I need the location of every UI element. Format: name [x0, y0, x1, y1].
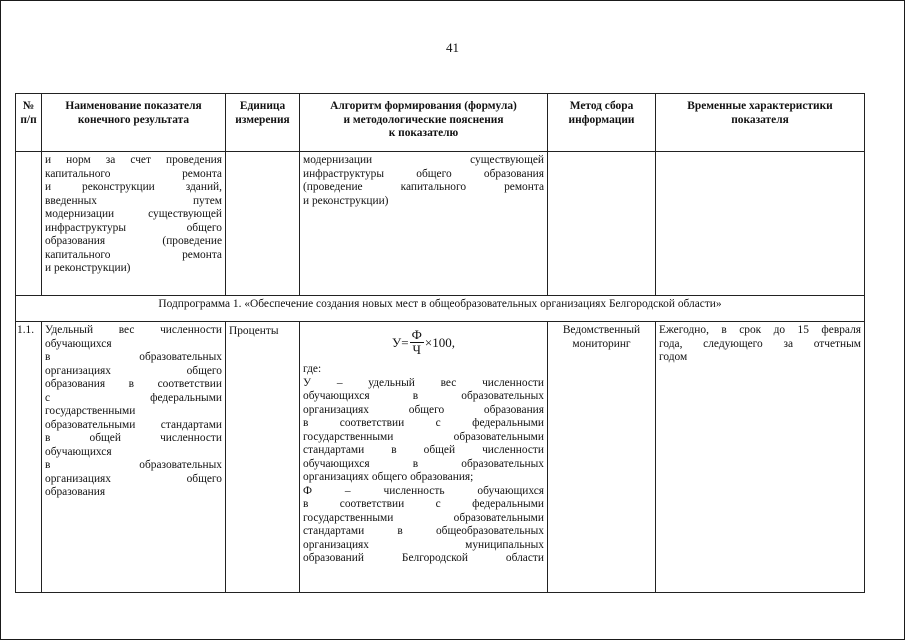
text-line: Ежегодно, в срок до 15 февраля	[659, 324, 861, 336]
text-line: введенных путем	[45, 194, 222, 207]
formula	[303, 328, 544, 357]
cell-algorithm	[300, 152, 548, 296]
table-row-continuation	[16, 152, 865, 296]
text-line: образовательными стандартами	[45, 418, 222, 431]
text-line: и реконструкции)	[303, 194, 389, 207]
header-line: измерения	[235, 113, 290, 126]
formula-rhs: ×100,	[424, 334, 455, 350]
header-line: показателя	[731, 113, 789, 126]
text-line: модернизации существующей	[45, 208, 222, 220]
header-method	[548, 94, 656, 152]
header-algorithm	[300, 94, 548, 152]
cell-method	[548, 152, 656, 296]
text-line: и норм за счет проведения	[45, 154, 222, 166]
cell-number: 1.1.	[16, 322, 42, 593]
page-number: 41	[446, 40, 459, 55]
text-line: капитального ремонта	[45, 167, 222, 180]
text-line: в образовательных	[45, 351, 222, 363]
text-line: обучающихся в образовательных	[303, 390, 544, 402]
cell-indicator-name	[42, 322, 226, 593]
cell-algorithm	[300, 322, 548, 593]
text-line: модернизации существующей	[303, 154, 544, 166]
header-number-line: п/п	[20, 113, 37, 126]
cell-timing	[656, 152, 865, 296]
text-line: с федеральными	[45, 391, 222, 404]
cell-method	[548, 322, 656, 593]
text-line: организациях общего образования	[303, 403, 544, 416]
formula-denominator: Ч	[412, 342, 421, 357]
cell-unit: Проценты	[226, 322, 300, 593]
cell-timing	[656, 322, 865, 593]
text-line: У – удельный вес численности	[303, 376, 544, 389]
text-line: обучающихся	[45, 445, 112, 458]
text-line: государственными образовательными	[303, 430, 544, 443]
cell-number	[16, 152, 42, 296]
text-line: стандартами в общеобразовательных	[303, 525, 544, 537]
text-line: образования (проведение	[45, 235, 222, 247]
text-line: стандартами в общей численности	[303, 444, 544, 456]
header-line: информации	[568, 113, 635, 126]
header-indicator-name	[42, 94, 226, 152]
indicators-table	[15, 93, 865, 593]
text-line: образования в соответствии	[45, 378, 222, 390]
text-line: где:	[303, 363, 322, 375]
header-line: Временные характеристики	[687, 100, 833, 112]
text-line: образования	[45, 486, 106, 498]
text-line: организациях общего	[45, 364, 222, 377]
text-line: государственными образовательными	[303, 511, 544, 524]
formula-fraction	[410, 328, 424, 357]
text-line: в образовательных	[45, 459, 222, 471]
formula-lhs: У=	[392, 334, 409, 350]
text-line: в соответствии с федеральными	[303, 417, 544, 429]
table-header-row	[16, 94, 865, 152]
header-line: Единица	[239, 100, 286, 112]
header-line: Наименование показателя	[65, 100, 202, 112]
cell-indicator-name	[42, 152, 226, 296]
text-line: обучающихся	[45, 337, 112, 350]
formula-numerator: Ф	[411, 327, 422, 342]
text-line: Ведомственный	[562, 324, 641, 336]
text-line: Удельный вес численности	[45, 324, 222, 336]
text-line: капитального ремонта	[45, 248, 222, 261]
text-line: образований Белгородской области	[303, 552, 544, 564]
header-line: и методологические пояснения	[343, 113, 504, 126]
header-number	[16, 94, 42, 152]
header-line: конечного результата	[77, 113, 190, 126]
cell-unit	[226, 152, 300, 296]
header-line: Метод сбора	[569, 100, 634, 112]
text-line: организациях общего	[45, 472, 222, 485]
text-line: года, следующего за отчетным	[659, 337, 861, 350]
text-line: инфраструктуры общего	[45, 221, 222, 234]
text-line: обучающихся в образовательных	[303, 457, 544, 470]
header-line: Алгоритм формирования (формула)	[330, 100, 517, 112]
text-line: Ф – численность обучающихся	[303, 484, 544, 497]
text-line: в соответствии с федеральными	[303, 498, 544, 510]
text-line: государственными	[45, 405, 136, 417]
table-row-subprogram	[16, 296, 865, 322]
table-row-1-1	[16, 322, 865, 593]
text-line: и реконструкции)	[45, 262, 131, 274]
text-line: в общей численности	[45, 432, 222, 444]
text-line: (проведение капитального ремонта	[303, 181, 544, 193]
subprogram-title: Подпрограмма 1. «Обеспечение создания новых мест в общеобразовательных организациях Белгородской области»	[16, 296, 865, 322]
header-number-line: №	[22, 100, 35, 112]
header-unit	[226, 94, 300, 152]
header-timing	[656, 94, 865, 152]
text-line: мониторинг	[572, 337, 631, 350]
header-line: к показателю	[388, 127, 459, 139]
text-line: годом	[659, 351, 688, 363]
text-line: и реконструкции зданий,	[45, 181, 222, 193]
text-line: организациях общего образования;	[303, 471, 474, 483]
text-line: организациях муниципальных	[303, 538, 544, 551]
text-line: инфраструктуры общего образования	[303, 167, 544, 180]
